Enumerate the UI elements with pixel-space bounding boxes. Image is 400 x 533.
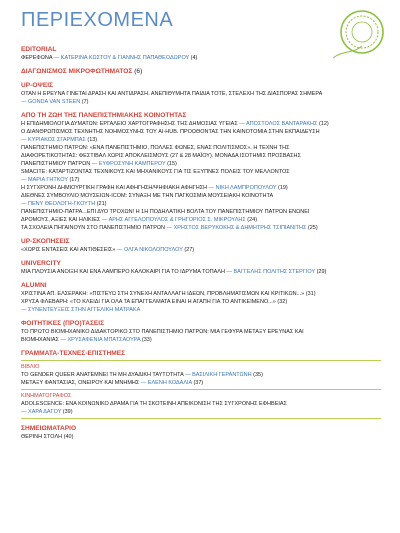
toc-entry <box>21 379 381 387</box>
toc-entry <box>21 408 381 416</box>
dash-separator: — <box>100 217 109 223</box>
section-title <box>21 319 381 328</box>
entry-author: GONDA VAN STEEN <box>28 99 81 105</box>
toc-section <box>21 281 381 314</box>
section-title <box>21 111 381 120</box>
toc-entry <box>21 433 381 441</box>
entry-title: ΔΙΑΦΟΡΕΤΙΚΟΤΗΤΑΣ: ΦΕΣΤΙΒΑΛ ΧΩΡΙΣ ΑΠΟΚΛΕΙΣΜΟΥΣ (27 & 28 ΜΑΪΟΥ). ΜΟΝΑΔΑ ΙΣΟΤΗΜΙΣ ΠΡΟΣΒΑΣΗΣ <box>21 153 301 159</box>
toc-entry <box>21 184 381 192</box>
toc-entry <box>21 120 381 128</box>
entry-page: (37) <box>193 380 204 386</box>
toc-entry <box>21 298 381 306</box>
divider <box>21 389 381 390</box>
entry-author: ΜΑΡΙΑ ΓΗΤΚΟΥ <box>28 177 68 183</box>
dash-separator: — <box>21 307 29 313</box>
entry-title: ΤΟ ΠΡΩΤΟ ΒΙΟΜΗΧΑΝΙΚΟ ΔΙΔΑΚΤΟΡΙΚΟ ΣΤΟ ΠΑΝΕΠΙΣΤΗΜΙΟ ΠΑΤΡΩΝ: ΜΙΑ ΓΕΦΥΡΑ ΜΕΤΑΞΥ ΕΡΕΥΝΑΣ ΚΑΙ <box>21 329 304 335</box>
dash-separator: — <box>52 55 61 61</box>
entry-title: ΤΟ GENDER QUEER ΑΝΑΤΕΜΝΕΙ ΤΗ ΜΗ ΔΥΑΔΙΚΗ ΤΑΥΤΟΤΗΤΑ <box>21 372 184 378</box>
toc-entry <box>21 152 381 160</box>
dash-separator: — <box>90 161 99 167</box>
entry-page: (29) <box>316 269 327 275</box>
entry-page: (21) <box>96 201 107 207</box>
toc-entry <box>21 371 381 379</box>
entry-title: ΔΡΟΜΟΥΣ, ΑΞΙΕΣ ΚΑΙ ΗΛΙΚΙΕΣ <box>21 217 101 223</box>
entry-title: ΠΑΝΕΠΙΣΤΗΜΙΟ ΠΑΤΡΩΝ: «ΕΝΑ ΠΑΝΕΠΙΣΤΗΜΙΟ, ΠΟΛΛΕΣ ΦΩΝΕΣ, ΕΝΑΣ ΠΟΛΙΤΙΣΜΟΣ». Η ΤΕΧΝΗ ΤΗΣ <box>21 145 290 151</box>
toc-entry <box>21 144 381 152</box>
section-title-text: ΑΠΟ ΤΗ ΖΩΗ ΤΗΣ ΠΑΝΕΠΙΣΤΗΜΙΑΚΗΣ ΚΟΙΝΟΤΗΤΑΣ <box>21 112 187 119</box>
entry-author: ΕΥΦΡΟΣΥΝΗ ΚΑΜΠΕΡΟΥ <box>98 161 166 167</box>
entry-title: ΜΙΑ ΠΛΟΥΣΙΑ ΑΝΟΙΞΗ ΚΑΙ ΕΝΑ ΛΑΜΠΕΡΟ ΚΑΛΟΚΑΙΡΙ ΓΙΑ ΤΟ ΙΔΡΥΜΑ ΤΟΠΑΛΗ <box>21 269 225 275</box>
entry-page: (19) <box>277 185 288 191</box>
toc-section <box>21 259 381 276</box>
subsection-label: ΒΙΒΛΙΟ <box>21 364 40 370</box>
entry-title: ΠΑΝΕΠΙΣΤΗΜΙΟ-ΠΑΤΡΑ...ΕΠΙ ΔΥΟ ΤΡΟΧΩΝ! Η 1Η ΠΟΔΗΛΑΤΙΚΗ ΒΟΛΤΑ ΤΟΥ ΠΑΝΕΠΙΣΤΗΜΙΟΥ ΠΑΤΡΩΝ ΕΝΩΝΕΙ <box>21 209 310 215</box>
entry-page: (17) <box>69 177 80 183</box>
entry-page: (40) <box>63 434 74 440</box>
dash-separator: — <box>207 185 216 191</box>
entry-author: ΟΛΓΑ ΝΙΚΟΛΟΠΟΥΛΟΥ <box>123 247 183 253</box>
toc-entry <box>21 400 381 408</box>
arts-section <box>21 349 381 419</box>
entry-author: ΧΡΗΣΤΟΣ ΒΕΡΥΚΟΚΗΣ & ΔΗΜΗΤΡΗΣ ΤΣΙΠΙΑΝΙΤΗΣ <box>173 225 307 231</box>
section-title: ΓΡΑΜΜΑΤΑ-ΤΕΧΝΕΣ-ΕΠΙΣΤΗΜΕΣ <box>21 350 126 357</box>
entry-author: ΒΑΓΓΕΛΗΣ ΠΟΛΙΤΗΣ ΣΤΕΡΓΙΟΥ <box>233 269 316 275</box>
entry-page: (4) <box>190 55 198 61</box>
entry-page: (31) <box>305 291 316 297</box>
entry-title: ΠΑΝΕΠΙΣΤΗΜΙΟΥ ΠΑΤΡΩΝ <box>21 161 91 167</box>
entry-author: ΒΑΣΙΛΙΚΗ ΓΕΡΑΝΤΩΝΗ <box>192 372 252 378</box>
dash-separator: — <box>115 247 124 253</box>
entry-title: ΧΡΙΣΤΙΝΑ ΑΠ. ΕΛΣΕΡΑΚΗ: «ΠΙΣΤΕΥΩ ΣΤΗ ΣΥΝΕΧΗ ΑΝΤΑΛΛΑΓΗ ΙΔΕΩΝ, ΠΡΟΒΛΗΜΑΤΙΣΜΩΝ ΚΑΙ ΚΡΙΤΙΚΩΝ...» <box>21 291 305 297</box>
dash-separator: — <box>237 121 246 127</box>
entry-author: ΑΠΟΣΤΟΛΟΣ ΒΑΝΤΑΡΑΚΗΣ <box>246 121 318 127</box>
dash-separator: — <box>139 380 148 386</box>
section-title <box>21 281 381 290</box>
entry-author: ΚΥΡΙΑΚΟΣ ΣΓΑΡΜΠΑΣ <box>28 137 86 143</box>
toc-entry <box>21 136 381 144</box>
entry-author: ΝΙΚΗ ΛΑΜΠΡΟΠΟΥΛΟΥ <box>215 185 277 191</box>
dash-separator: — <box>165 225 174 231</box>
subsection-label: ΚΙΝΗΜΑΤΟΓΡΑΦΟΣ <box>21 393 72 399</box>
dash-separator: — <box>21 99 29 105</box>
toc-entry <box>21 160 381 168</box>
section-title-text: EDITORIAL <box>21 46 57 53</box>
entry-page: (24) <box>247 217 258 223</box>
entry-page: (13) <box>87 137 98 143</box>
toc-entry <box>21 128 381 136</box>
toc-entry <box>21 90 381 98</box>
entry-author: ΚΑΤΕΡΙΝΑ ΚΩΣΤΟΥ & ΓΙΑΝΝΗΣ ΠΑΠΑΘΕΟΔΩΡΟΥ <box>60 55 190 61</box>
page-title: ΠΕΡΙΕΧΟΜΕΝΑ <box>21 9 174 31</box>
entry-page: (25) <box>307 225 318 231</box>
section-title-text: ΦΟΙΤΗΤΙΚΕΣ (ΠΡΟ)ΤΑΣΕΙΣ <box>21 320 105 327</box>
toc-entry <box>21 176 381 184</box>
toc-entry <box>21 306 381 314</box>
toc-entry <box>21 208 381 216</box>
dash-separator: — <box>183 372 193 378</box>
entry-author: ΧΡΥΣΑΦΕΝΙΑ ΜΠΑΤΣΑΟΥΡΑ <box>67 337 141 343</box>
entry-title: ΜΕΤΑΞΥ ΦΑΝΤΑΣΙΑΣ, ΟΝΕΙΡΟΥ ΚΑΙ ΜΝΗΜΗΣ <box>21 380 140 386</box>
toc-section <box>21 237 381 254</box>
section-title <box>21 67 381 76</box>
entry-page: (39) <box>62 409 73 415</box>
entry-author: ΑΡΗΣ ΑΓΓΕΛΟΠΟΥΛΟΣ & ΓΡΗΓΟΡΙΟΣ Σ. ΜΙΚΡΟΥΛΗΣ <box>108 217 246 223</box>
entry-title: «ΧΩΡΙΣ ΕΝΤΑΣΕΙΣ ΚΑΙ ΑΝΤΙΘΕΣΕΙΣ» <box>21 247 116 253</box>
table-of-contents <box>21 40 381 441</box>
toc-entry <box>21 200 381 208</box>
entry-page: (7) <box>81 99 89 105</box>
entry-title: ADOLESCENCE: ΕΝΑ ΚΟΙΝΩΝΙΚΟ ΔΡΑΜΑ ΓΙΑ ΤΗ ΣΚΟΤΕΙΝΗ ΑΠΕΙΚΟΝΙΣΗ ΤΗΣ ΣΥΓΧΡΟΝΗΣ ΕΦΗΒΕΙΑΣ <box>21 401 287 407</box>
section-title <box>21 259 381 268</box>
entry-title: Ο ΔΙΑΝΘΡΩΠΙΣΜΟΣ ΤΕΧΝΗΤΗΣ ΝΟΗΜΟΣΥΝΗΣ ΤΟΥ AI-HUB. ΠΡΟΩΘΟΝΤΑΣ ΤΗΝ ΚΑΙΝΟΤΟΜΙΑ ΣΤΗΝ ΕΚΠΑΙΔΕΥΣΗ <box>21 129 320 135</box>
entry-title: Η ΕΠΙΔΗΜΙΟΛΟΓΙΑ ΔΥΜΑΤΩΝ: ΕΡΓΑΛΕΙΟ ΧΑΡΤΟΓΡΑΦΗΣΗΣ ΤΗΣ ΔΗΜΟΣΙΑΣ ΥΓΕΙΑΣ <box>21 121 238 127</box>
entry-title: SMACITE: ΚΑΤΑΡΤΙΖΟΝΤΑΣ ΤΕΧΝΙΚΟΥΣ ΚΑΙ ΜΗΧΑΝΙΚΟΥΣ ΓΙΑ ΤΙΣ ΕΞΥΠΝΕΣ ΠΟΛΕΙΣ ΤΟΥ ΜΕΛΛΟΝΤΟΣ <box>21 169 290 175</box>
entry-title: ΘΕΡΙΝΗ ΣΤΟΛΗ <box>21 434 63 440</box>
entry-title: ΔΙΕΘΝΕΣ ΣΥΜΒΟΥΛΙΟ ΜΟΥΣΕΙΩΝ-ICOM: ΣΥΝΑΞΗ ΜΕ ΤΗΝ ΠΑΓΚΟΣΜΙΑ ΜΟΥΣΕΙΑΚΗ ΚΟΙΝΟΤΗΤΑ <box>21 193 274 199</box>
entry-title: ΒΙΟΜΗΧΑΝΙΑΣ <box>21 337 59 343</box>
divider <box>21 360 381 361</box>
section-title <box>21 81 381 90</box>
entry-author: ΧΑΡΑ ΔΑΓΟΥ <box>28 409 62 415</box>
entry-author: ΠΕΝΥ ΘΕΟΛΟΓΗ-ΓΚΟΥΤΗ <box>28 201 96 207</box>
toc-entry <box>21 328 381 336</box>
section-title-text: ALUMNI <box>21 282 47 289</box>
section-page: (6) <box>134 68 143 75</box>
section-title: ΣΗΜΕΙΩΜΑΤΑΡΙΟ <box>21 425 77 432</box>
entry-title: ΦΕΡΕΦΩΝΑ <box>21 55 53 61</box>
toc-entry <box>21 290 381 298</box>
toc-entry <box>21 268 381 276</box>
dash-separator: — <box>21 201 29 207</box>
dash-separator: — <box>224 269 234 275</box>
entry-author: ΣΥΝΕΝΤΕΥΞΕΙΣ ΣΤΗΝ ΑΓΓΕΛΙΚΗ ΜΑΤΡΑΚΑ <box>28 307 141 313</box>
entry-page: (15) <box>167 161 177 167</box>
toc-entry <box>21 336 381 344</box>
toc-entry <box>21 216 381 224</box>
toc-section <box>21 111 381 232</box>
entry-title: Η ΣΥΓΧΡΟΝΗ ΔΗΜΙΟΥΡΓΙΚΗ ΓΡΑΦΗ ΚΑΙ ΑΦΗΓΗΣΗ/ΨΗΦΙΑΚΗ ΑΦΗΓΗΣΗ <box>21 185 208 191</box>
entry-page: (33) <box>141 337 152 343</box>
entry-page: (35) <box>253 372 263 378</box>
section-title <box>21 237 381 246</box>
dash-separator: — <box>21 177 29 183</box>
section-title-text: UP-ΣΚΟΠΗΣΕΙΣ <box>21 238 70 245</box>
dash-separator: — <box>21 137 29 143</box>
section-title-text: UNIVERCITY <box>21 260 61 267</box>
toc-section <box>21 45 381 62</box>
divider <box>21 418 381 419</box>
entry-page: (32) <box>277 299 288 305</box>
diary-section <box>21 424 381 441</box>
entry-title: ΤΑ ΣΧΟΛΕΙΑ ΠΗΓΑΙΝΟΥΝ ΣΤΟ ΠΑΝΕΠΙΣΤΗΜΙΟ ΠΑΤΡΩΝ <box>21 225 165 231</box>
toc-entry <box>21 168 381 176</box>
toc-section <box>21 67 381 76</box>
entry-title: ΧΡΥΣΑ ΦΛΕΒΑΡΗ: «ΤΟ ΚΛΕΙΔΙ ΓΙΑ ΟΛΑ ΤΑ ΕΠΑΓΓΕΛΜΑΤΑ ΕΙΝΑΙ Η ΑΓΑΠΗ ΓΙΑ ΤΟ ΑΝΤΙΚΕΙΜΕΝΟ...» <box>21 299 276 305</box>
toc-entry <box>21 192 381 200</box>
toc-section <box>21 81 381 106</box>
section-title <box>21 45 381 54</box>
entry-page: (12) <box>318 121 329 127</box>
toc-entry <box>21 224 381 232</box>
section-title-text: UP-ΟΨΕΙΣ <box>21 82 54 89</box>
toc-section <box>21 319 381 344</box>
dash-separator: — <box>21 409 29 415</box>
entry-title: ΟΤΑΝ Η ΕΡΕΥΝΑ ΓΙΝΕΤΑΙ ΔΡΑΣΗ ΚΑΙ ΑΝΤΙΔΡΑΣΗ. ΑΝΕΠΙΘΥΜΗΤΑ ΠΑΙΔΙΑ ΤΟΤΕ, ΣΤΕΛΕΧΗ ΤΗΣ ΔΙΑΣΠΟΡΑΣ ΣΗΜΕΡΑ <box>21 91 323 97</box>
entry-author: ΕΛΕΝΗ ΚΟΔΑΛΙΑ <box>147 380 192 386</box>
toc-entry <box>21 98 381 106</box>
section-title-text: ΔΙΑΓΩΝΙΣΜΟΣ ΜΙΚΡΟΦΩΤΗΜΑΤΟΣ <box>21 68 133 75</box>
toc-entry <box>21 246 381 254</box>
toc-entry <box>21 54 381 62</box>
entry-page: (27) <box>184 247 195 253</box>
dash-separator: — <box>58 337 68 343</box>
